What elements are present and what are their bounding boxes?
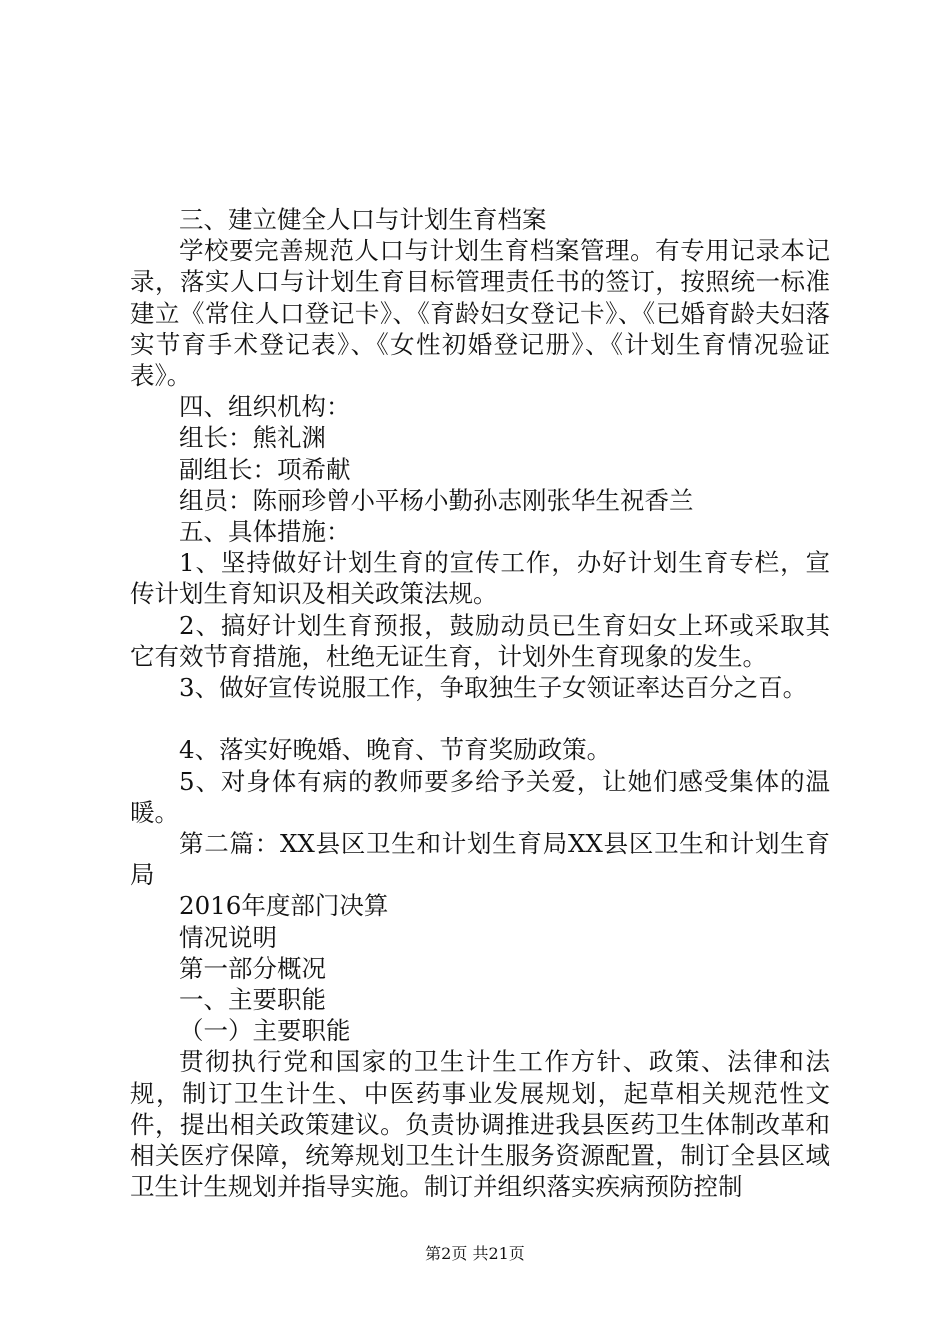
section-heading: 一、主要职能: [179, 985, 326, 1015]
subsection-heading: （一）主要职能: [179, 1016, 351, 1046]
report-subtitle: 情况说明: [179, 922, 277, 952]
part-heading: 第一部分概况: [179, 953, 326, 983]
paragraph: 贯彻执行党和国家的卫生计生工作方针、政策、法律和法规，制订卫生计生、中医药事业发展规划，起草相关规范性文件，提出相关政策建议。负责协调推进我县医药卫生体制改革和相关医疗保障，统筹规划卫生计生服务资源配置，制订全县区域卫生计生规划并指导实施。制订并组织落实疾病预防控制: [130, 1047, 830, 1202]
list-item: 5、对身体有病的教师要多给予关爱，让她们感受集体的温暖。: [130, 766, 830, 827]
page-number-footer: 第2页 共21页: [425, 1244, 525, 1263]
part-title: 第二篇：XX县区卫生和计划生育局XX县区卫生和计划生育局: [130, 829, 830, 890]
section-heading: 五、具体措施：: [179, 517, 351, 547]
blank-line: [130, 703, 830, 734]
list-item: 3、做好宣传说服工作，争取独生子女领证率达百分之百。: [179, 673, 808, 703]
org-deputy-leader: 副组长：项希献: [179, 454, 351, 484]
section-heading: 三、建立健全人口与计划生育档案: [179, 205, 547, 234]
report-year-title: 2016年度部门决算: [179, 891, 389, 921]
list-item: 1、坚持做好计划生育的宣传工作，办好计划生育专栏，宣传计划生育知识及相关政策法规。: [130, 548, 830, 609]
list-item: 2、搞好计划生育预报，鼓励动员已生育妇女上环或采取其它有效节育措施，杜绝无证生育，计划外生育现象的发生。: [130, 610, 830, 671]
org-members: 组员：陈丽珍曾小平杨小勤孙志刚张华生祝香兰: [179, 485, 694, 515]
paragraph: 学校要完善规范人口与计划生育档案管理。有专用记录本记录，落实人口与计划生育目标管理责任书的签订，按照统一标准建立《常住人口登记卡》、《育龄妇女登记卡》、《已婚育龄夫妇落实节育手术登记表》、《女性初婚登记册》、《计划生育情况验证表》。: [130, 236, 830, 391]
list-item: 4、落实好晚婚、晚育、节育奖励政策。: [179, 735, 612, 765]
section-heading: 四、组织机构：: [179, 392, 351, 422]
document-body: [130, 204, 830, 1202]
org-leader: 组长：熊礼渊: [179, 423, 326, 453]
